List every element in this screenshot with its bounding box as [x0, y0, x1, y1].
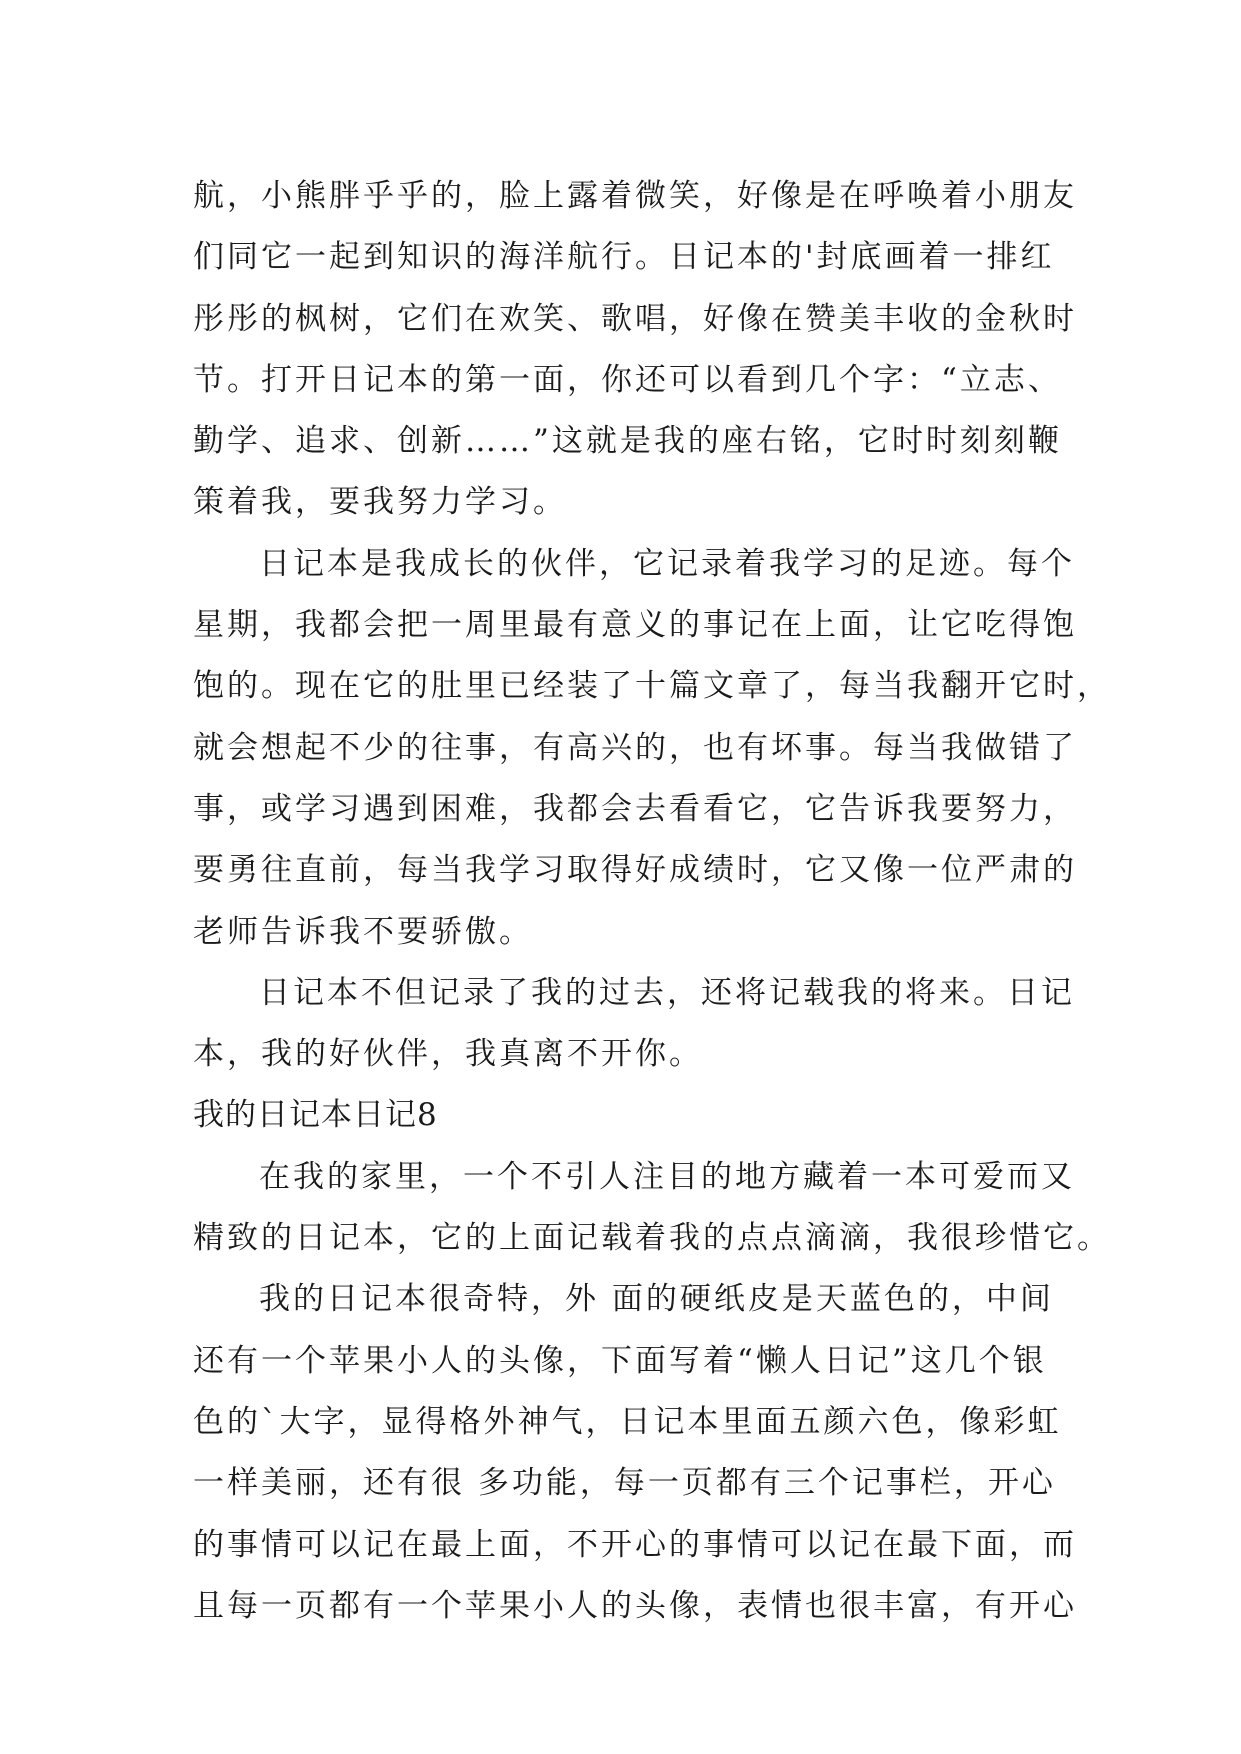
text-line: 事，或学习遇到困难，我都会去看看它，它告诉我要努力， [193, 790, 1077, 827]
text-line: 勤学、追求、创新……”这就是我的座右铭，它时时刻刻鞭 [193, 423, 1062, 460]
text-line: 的事情可以记在最上面，不开心的事情可以记在最下面，而 [193, 1526, 1077, 1563]
text-line: 老师告诉我不要骄傲。 [193, 913, 533, 950]
paragraph-start-line: 我的日记本很奇特，外 面的硬纸皮是天蓝色的，中间 [259, 1281, 1054, 1318]
text-line: 星期，我都会把一周里最有意义的事记在上面，让它吃得饱 [193, 607, 1077, 644]
text-line: 且每一页都有一个苹果小人的头像，表情也很丰富，有开心 [193, 1587, 1077, 1624]
text-line: 一样美丽，还有很 多功能，每一页都有三个记事栏，开心 [193, 1465, 1056, 1502]
text-line: 彤彤的枫树，它们在欢笑、歌唱，好像在赞美丰收的金秋时 [193, 300, 1077, 337]
paragraph-start-line: 日记本不但记录了我的过去，还将记载我的将来。日记 [259, 974, 1075, 1011]
section-heading: 我的日记本日记8 [193, 1097, 438, 1134]
text-line: 还有一个苹果小人的头像，下面写着“懒人日记”这几个银 [193, 1342, 1047, 1379]
text-line: 本，我的好伙伴，我真离不开你。 [193, 1036, 703, 1073]
paragraph-start-line: 日记本是我成长的伙伴，它记录着我学习的足迹。每个 [259, 545, 1075, 582]
text-line: 策着我，要我努力学习。 [193, 484, 567, 521]
paragraph-start-line: 在我的家里，一个不引人注目的地方藏着一本可爱而又 [259, 1158, 1075, 1195]
text-line: 色的`大字，显得格外神气，日记本里面五颜六色，像彩虹 [193, 1403, 1062, 1440]
document-body [193, 166, 1111, 1637]
text-line: 精致的日记本，它的上面记载着我的点点滴滴，我很珍惜它。 [193, 1220, 1111, 1257]
text-line: 要勇往直前，每当我学习取得好成绩时，它又像一位严肃的 [193, 852, 1077, 889]
text-line: 饱的。现在它的肚里已经装了十篇文章了，每当我翻开它时， [193, 668, 1111, 705]
text-line: 就会想起不少的往事，有高兴的，也有坏事。每当我做错了 [193, 729, 1077, 766]
text-line: 节。打开日记本的第一面，你还可以看到几个字：“立志、 [193, 361, 1062, 398]
text-line: 们同它一起到知识的海洋航行。日记本的'封底画着一排红 [193, 239, 1055, 276]
text-line: 航，小熊胖乎乎的，脸上露着微笑，好像是在呼唤着小朋友 [193, 178, 1077, 214]
